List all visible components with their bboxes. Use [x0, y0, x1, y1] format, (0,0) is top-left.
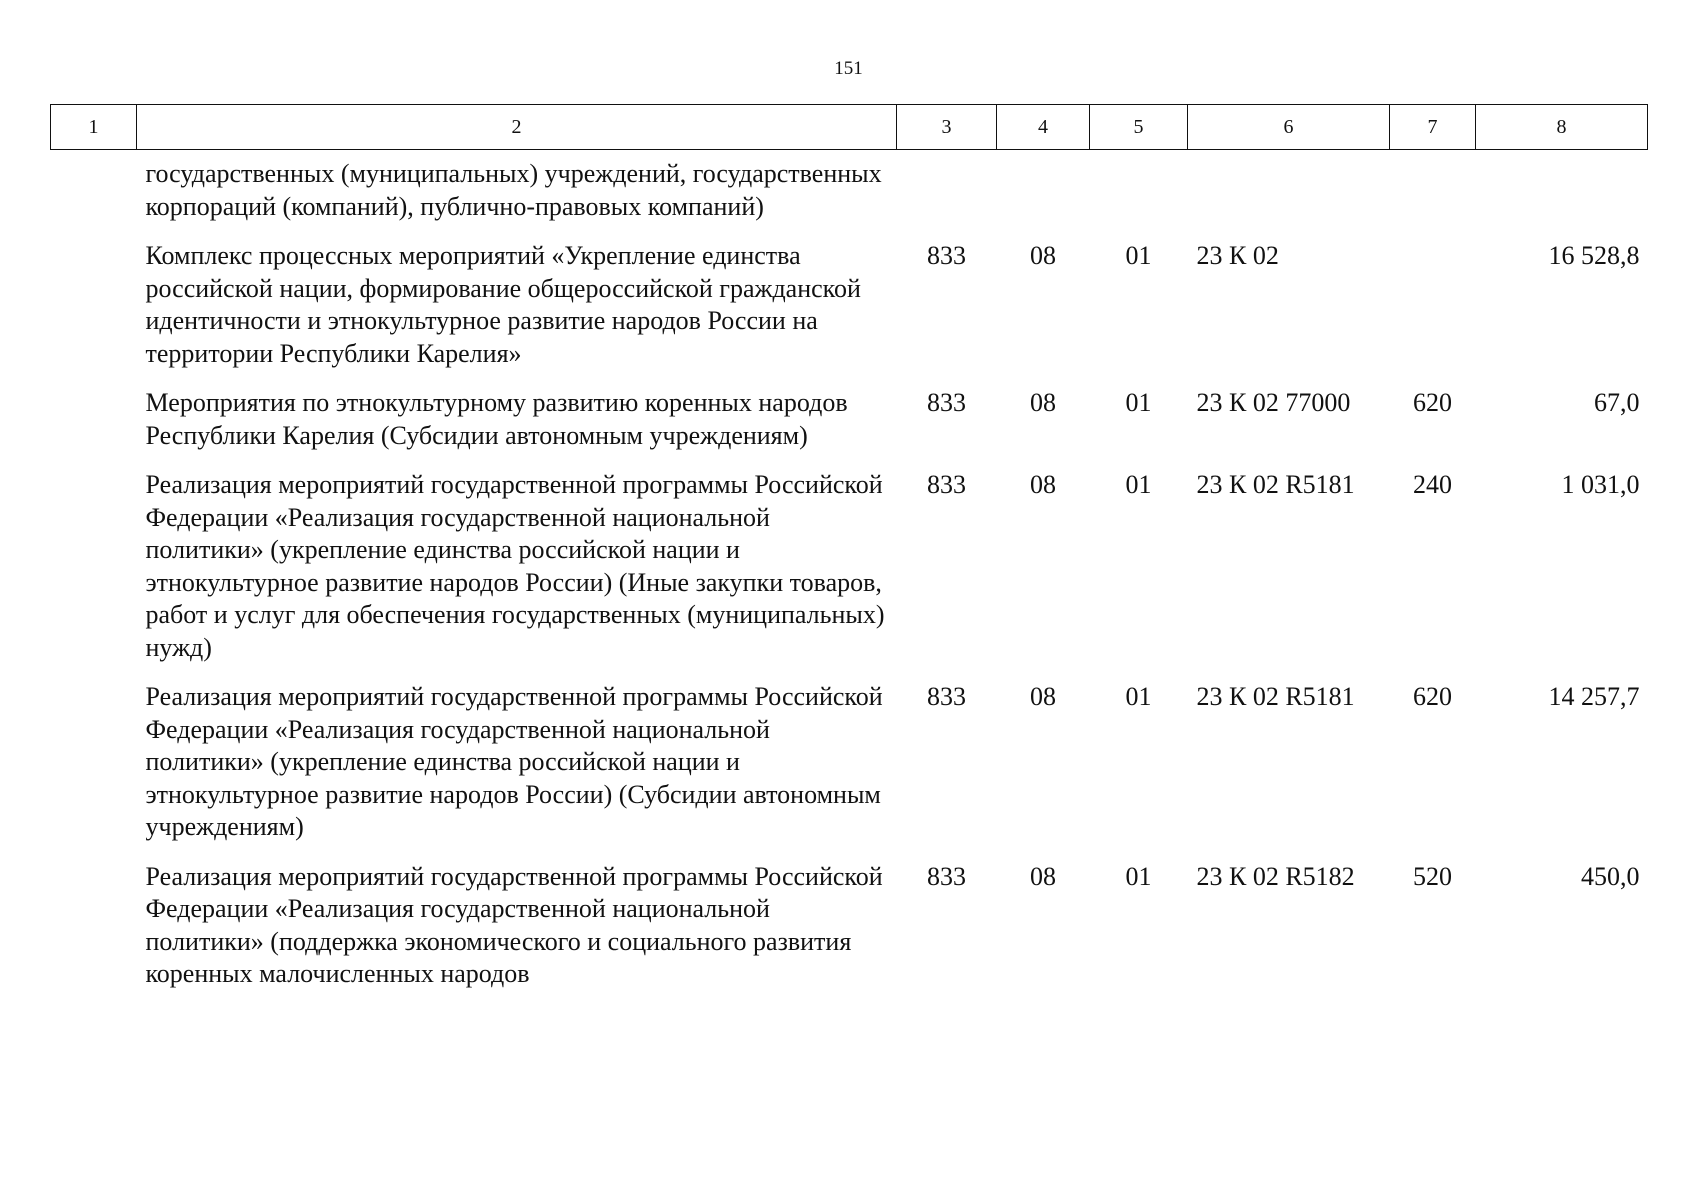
cell-number	[51, 861, 137, 1008]
cell-expense-type: 520	[1413, 861, 1452, 891]
cell-description: Реализация мероприятий государственной программы Российской Федерации «Реализация государственной национальной политики» (укрепление единства российской нации и этнокультурное развитие народов России) (Субсидии автономным учреждениям)	[145, 682, 883, 841]
header-col-2: 2	[137, 105, 897, 150]
cell-amount: 14 257,7	[1548, 682, 1640, 711]
cell-section: 08	[1030, 861, 1056, 891]
cell-subsection: 01	[1125, 470, 1152, 499]
cell-section: 08	[1030, 682, 1056, 711]
cell-target-article: 23 К 02 R5182	[1196, 861, 1355, 891]
table-row	[51, 150, 1648, 241]
page-number: 151	[834, 58, 863, 79]
table-row	[51, 387, 1648, 469]
header-col-1: 1	[51, 105, 137, 150]
cell-expense-type	[1390, 240, 1476, 387]
cell-target-article: 23 К 02	[1196, 241, 1279, 270]
cell-section: 08	[1030, 241, 1056, 270]
header-row	[51, 105, 1648, 150]
cell-section	[997, 150, 1090, 241]
cell-subsection: 01	[1125, 241, 1152, 270]
cell-number	[51, 681, 137, 861]
header-col-7: 7	[1390, 105, 1476, 150]
budget-table-container	[50, 104, 1647, 1008]
cell-subsection: 01	[1125, 388, 1152, 417]
cell-expense-type	[1390, 150, 1476, 241]
cell-subsection: 01	[1125, 682, 1152, 711]
cell-amount: 450,0	[1581, 861, 1640, 891]
cell-amount: 16 528,8	[1548, 241, 1640, 270]
header-col-3: 3	[897, 105, 997, 150]
cell-subsection: 01	[1125, 861, 1152, 891]
cell-description: государственных (муниципальных) учреждений, государственных корпораций (компаний), публично-правовых компаний)	[145, 159, 882, 221]
cell-admin-code: 833	[927, 388, 966, 417]
cell-number	[51, 240, 137, 387]
cell-description: Комплекс процессных мероприятий «Укрепление единства российской нации, формирование общероссийской гражданской идентичности и этнокультурное развитие народов России на территории Республики Карелия»	[145, 241, 861, 368]
cell-admin-code: 833	[927, 470, 966, 499]
table-row	[51, 681, 1648, 861]
cell-description: Реализация мероприятий государственной программы Российской Федерации «Реализация государственной национальной политики» (поддержка экономического и социального развития коренных малочисленных народов	[145, 861, 883, 988]
cell-admin-code	[897, 150, 997, 241]
cell-amount	[1476, 150, 1648, 241]
header-col-8: 8	[1476, 105, 1648, 150]
table-row	[51, 469, 1648, 681]
cell-admin-code: 833	[927, 861, 966, 891]
budget-table	[50, 104, 1648, 1008]
table-row	[51, 861, 1648, 1008]
cell-description: Мероприятия по этнокультурному развитию коренных народов Республики Карелия (Субсидии автономным учреждениям)	[145, 388, 848, 450]
cell-number	[51, 150, 137, 241]
header-col-5: 5	[1090, 105, 1188, 150]
cell-expense-type: 620	[1413, 682, 1452, 711]
cell-section: 08	[1030, 470, 1056, 499]
cell-target-article	[1188, 150, 1390, 241]
cell-admin-code: 833	[927, 682, 966, 711]
table-body	[51, 150, 1648, 1008]
cell-number	[51, 387, 137, 469]
cell-amount: 1 031,0	[1561, 470, 1640, 499]
cell-admin-code: 833	[927, 241, 966, 270]
cell-subsection	[1090, 150, 1188, 241]
header-col-4: 4	[997, 105, 1090, 150]
cell-expense-type: 620	[1413, 388, 1452, 417]
cell-expense-type: 240	[1413, 470, 1452, 499]
cell-target-article: 23 К 02 77000	[1196, 388, 1351, 417]
cell-number	[51, 469, 137, 681]
table-header	[51, 105, 1648, 150]
cell-target-article: 23 К 02 R5181	[1196, 682, 1355, 711]
cell-target-article: 23 К 02 R5181	[1196, 470, 1355, 499]
cell-section: 08	[1030, 388, 1056, 417]
cell-description: Реализация мероприятий государственной программы Российской Федерации «Реализация государственной национальной политики» (укрепление единства российской нации и этнокультурное развитие народов России) (Иные закупки товаров, работ и услуг для обеспечения государственных (муниципальных) нужд)	[145, 470, 885, 662]
table-row	[51, 240, 1648, 387]
cell-amount: 67,0	[1594, 388, 1640, 417]
header-col-6: 6	[1188, 105, 1390, 150]
